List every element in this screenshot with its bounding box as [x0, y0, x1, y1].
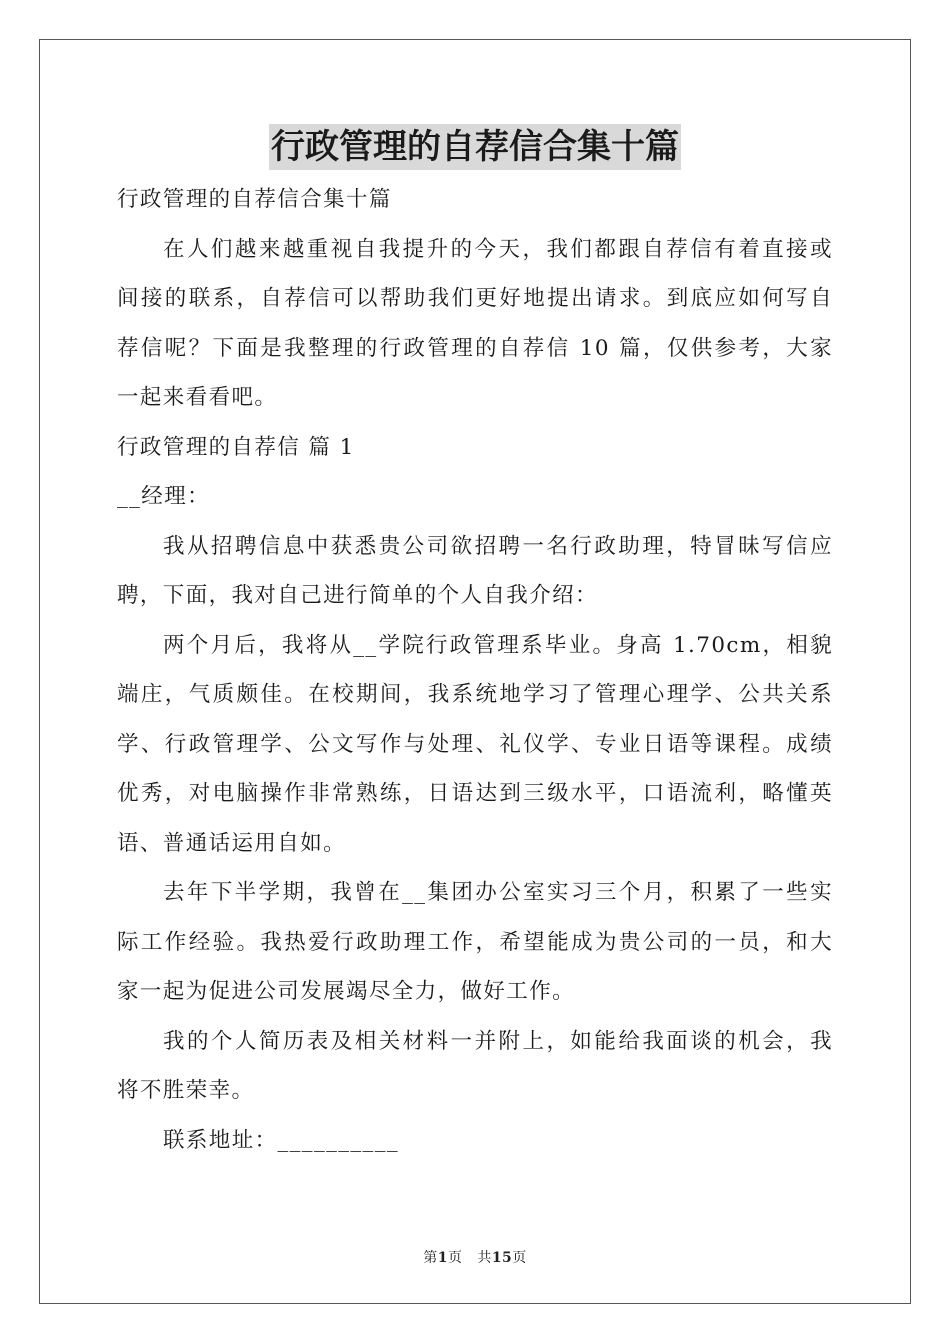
text-line: __经理： — [117, 484, 211, 509]
text-line: 际工作经验。我热爱行政助理工作，希望能成为贵公司的一员，和大 — [117, 929, 833, 955]
text-line: 行政管理的自荐信合集十篇 — [117, 187, 392, 212]
footer-page-prefix: 第 — [423, 1250, 438, 1266]
footer-total-suffix: 页 — [512, 1250, 527, 1266]
text-line: 端庄，气质颇佳。在校期间，我系统地学习了管理心理学、公共关系 — [117, 682, 833, 707]
text-line: 语、普通话运用自如。 — [117, 830, 347, 856]
page-footer — [0, 1247, 950, 1267]
title-container — [0, 124, 950, 170]
text-line: 去年下半学期，我曾在__集团办公室实习三个月，积累了一些实 — [163, 880, 833, 905]
text-line: 学、行政管理学、公文写作与处理、礼仪学、专业日语等课程。成绩 — [117, 731, 833, 757]
footer-page-suffix: 页 — [447, 1250, 463, 1266]
footer-total-pages: 15 — [491, 1250, 513, 1266]
text-line: 聘，下面，我对自己进行简单的个人自我介绍： — [117, 583, 598, 608]
text-line: 将不胜荣幸。 — [117, 1078, 255, 1103]
text-line: 联系地址：__________ — [163, 1127, 400, 1153]
text-line: 我从招聘信息中获悉贵公司欲招聘一名行政助理，特冒昧写信应 — [163, 533, 833, 559]
text-line: 两个月后，我将从__学院行政管理系毕业。身高 1.70cm，相貌 — [163, 632, 833, 658]
text-line: 在人们越来越重视自我提升的今天，我们都跟自荐信有着直接或 — [163, 236, 833, 262]
text-line: 我的个人简历表及相关材料一并附上，如能给我面谈的机会，我 — [163, 1028, 833, 1054]
document-body — [117, 175, 833, 1165]
footer-page-number: 1 — [437, 1250, 448, 1266]
text-line: 优秀，对电脑操作非常熟练，日语达到三级水平，口语流利，略懂英 — [117, 781, 833, 806]
text-line: 荐信呢？下面是我整理的行政管理的自荐信 10 篇，仅供参考，大家 — [117, 335, 833, 361]
text-line: 一起来看看吧。 — [117, 385, 278, 410]
document-title: 行政管理的自荐信合集十篇 — [269, 124, 681, 170]
footer-total-prefix: 共 — [477, 1250, 492, 1266]
text-line: 家一起为促进公司发展竭尽全力，做好工作。 — [117, 979, 576, 1004]
text-line: 间接的联系，自荐信可以帮助我们更好地提出请求。到底应如何写自 — [117, 286, 833, 311]
text-line: 行政管理的自荐信 篇 1 — [117, 434, 355, 460]
